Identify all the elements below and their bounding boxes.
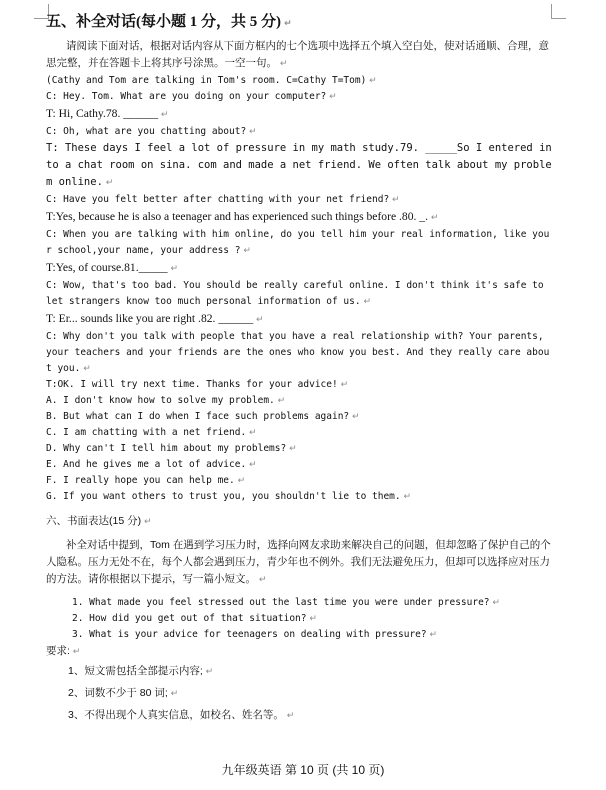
dialogue-line: C: Wow, that's too bad. You should be really careful online. I don't think it's safe to let strangers know too much personal information of us. ↵ (46, 280, 550, 307)
section-6-title: 六、书面表达(15 分) ↵ (46, 515, 152, 527)
option-item: C. I am chatting with a net friend. ↵ (46, 427, 257, 438)
paragraph-mark-icon: ↵ (240, 246, 251, 256)
paragraph-mark-icon: ↵ (389, 195, 400, 205)
paragraph-mark-icon: ↵ (349, 412, 360, 422)
section-5-title: 五、补全对话(每小题 1 分，共 5 分) ↵ (46, 14, 292, 30)
dialogue-line: T:OK. I will try next time. Thanks for your advice! ↵ (46, 379, 349, 390)
paragraph-mark-icon: ↵ (167, 264, 178, 274)
dialogue-line: C: Why don't you talk with people that you have a real relationship with? Your parents, your teachers and your friends are the ones who know you best. And they really care about you. ↵ (46, 331, 550, 374)
paragraph-mark-icon: ↵ (141, 517, 152, 527)
page-footer: 九年级英语 第 10 页 (共 10 页) (221, 763, 385, 777)
paragraph-mark-icon: ↵ (167, 689, 179, 699)
paragraph-mark-icon: ↵ (256, 575, 267, 585)
paragraph-mark-icon: ↵ (102, 178, 114, 188)
paragraph-mark-icon: ↵ (202, 667, 214, 677)
paragraph-mark-icon: ↵ (253, 315, 264, 325)
dialogue-line: T:Yes, because he is also a teenager and has experienced such things before .80. _. ↵ (46, 210, 439, 223)
paragraph-mark-icon: ↵ (306, 614, 317, 624)
requirement-item: 3、不得出现个人真实信息，如校名、姓名等。 ↵ (68, 709, 295, 721)
requirements-list (46, 663, 552, 725)
paragraph-mark-icon: ↵ (80, 364, 91, 374)
paragraph-mark-icon: ↵ (281, 19, 292, 29)
option-list (46, 393, 552, 505)
paragraph-mark-icon: ↵ (326, 92, 337, 102)
option-item: E. And he gives me a lot of advice. ↵ (46, 459, 257, 470)
paragraph-mark-icon: ↵ (400, 492, 412, 502)
dialogue-line: T:Yes, of course.81._____ ↵ (46, 261, 178, 274)
dialogue-line: T: Er... sounds like you are right .82. ______ ↵ (46, 312, 264, 325)
paragraph-mark-icon: ↵ (158, 110, 169, 120)
dialogue-line: C: Hey. Tom. What are you doing on your computer? ↵ (46, 91, 337, 102)
paragraph-mark-icon: ↵ (234, 476, 246, 486)
requirement-item: 1、短文需包括全部提示内容; ↵ (68, 665, 214, 677)
dialogue-line: C: Oh, what are you chatting about? ↵ (46, 126, 257, 137)
paragraph-mark-icon: ↵ (246, 428, 257, 438)
section-6-intro: 补全对话中提到，Tom 在遇到学习压力时，选择向网友求助来解决自己的问题，但却忽略了保护自己的个人隐私。压力无处不在，每个人都会遇到压力，青少年也不例外。我们无法避免压力，但却可以选择应对压力的方法。请你根据以下提示，写一篇小短文。 ↵ (46, 539, 551, 585)
paragraph-mark-icon: ↵ (337, 380, 349, 390)
dialogue-line: C: Have you felt better after chatting with your net friend? ↵ (46, 194, 400, 205)
paragraph-mark-icon: ↵ (489, 598, 500, 608)
paragraph-mark-icon: ↵ (426, 630, 438, 640)
prompt-item: 2. How did you get out of that situation? ↵ (72, 613, 317, 624)
prompt-item: 3. What is your advice for teenagers on dealing with pressure? ↵ (72, 629, 438, 640)
paragraph-mark-icon: ↵ (360, 297, 371, 307)
paragraph-mark-icon: ↵ (246, 460, 257, 470)
paragraph-mark-icon: ↵ (366, 76, 377, 86)
prompt-list (46, 595, 552, 643)
paragraph-mark-icon: ↵ (69, 647, 81, 657)
section-5-instruction: 请阅读下面对话，根据对话内容从下面方框内的七个选项中选择五个填入空白处，使对话通顺、合理，意思完整，并在答题卡上将其序号涂黑。一空一句。 ↵ (46, 40, 549, 69)
paragraph-mark-icon: ↵ (286, 444, 297, 454)
option-item: G. If you want others to trust you, you shouldn't lie to them. ↵ (46, 491, 412, 502)
paragraph-mark-icon: ↵ (428, 213, 439, 223)
page-content (46, 12, 552, 725)
option-item: D. Why can't I tell him about my problems? ↵ (46, 443, 297, 454)
paragraph-mark-icon: ↵ (246, 127, 257, 137)
option-item: F. I really hope you can help me. ↵ (46, 475, 246, 486)
crop-mark-top-right (551, 4, 566, 19)
requirement-item: 2、词数不少于 80 词; ↵ (68, 687, 179, 699)
paragraph-mark-icon: ↵ (283, 711, 295, 721)
dialogue (46, 89, 552, 393)
dialogue-scene: (Cathy and Tom are talking in Tom's room. C=Cathy T=Tom) ↵ (46, 75, 377, 86)
option-item: A. I don't know how to solve my problem. ↵ (46, 395, 286, 406)
option-item: B. But what can I do when I face such problems again? ↵ (46, 411, 360, 422)
dialogue-line: T: Hi, Cathy.78. ______ ↵ (46, 107, 169, 120)
paragraph-mark-icon: ↵ (277, 59, 288, 69)
dialogue-line: C: When you are talking with him online, do you tell him your real information, like your school,your name, your address ? ↵ (46, 229, 550, 256)
prompt-item: 1. What made you feel stressed out the last time you were under pressure? ↵ (72, 597, 500, 608)
dialogue-line: T: These days I feel a lot of pressure in my math study.79. _____So I entered into a chat room on sina. com and made a net friend. We often talk about my problem online. ↵ (46, 142, 552, 188)
requirements-label: 要求: ↵ (46, 645, 81, 657)
paragraph-mark-icon: ↵ (274, 396, 286, 406)
